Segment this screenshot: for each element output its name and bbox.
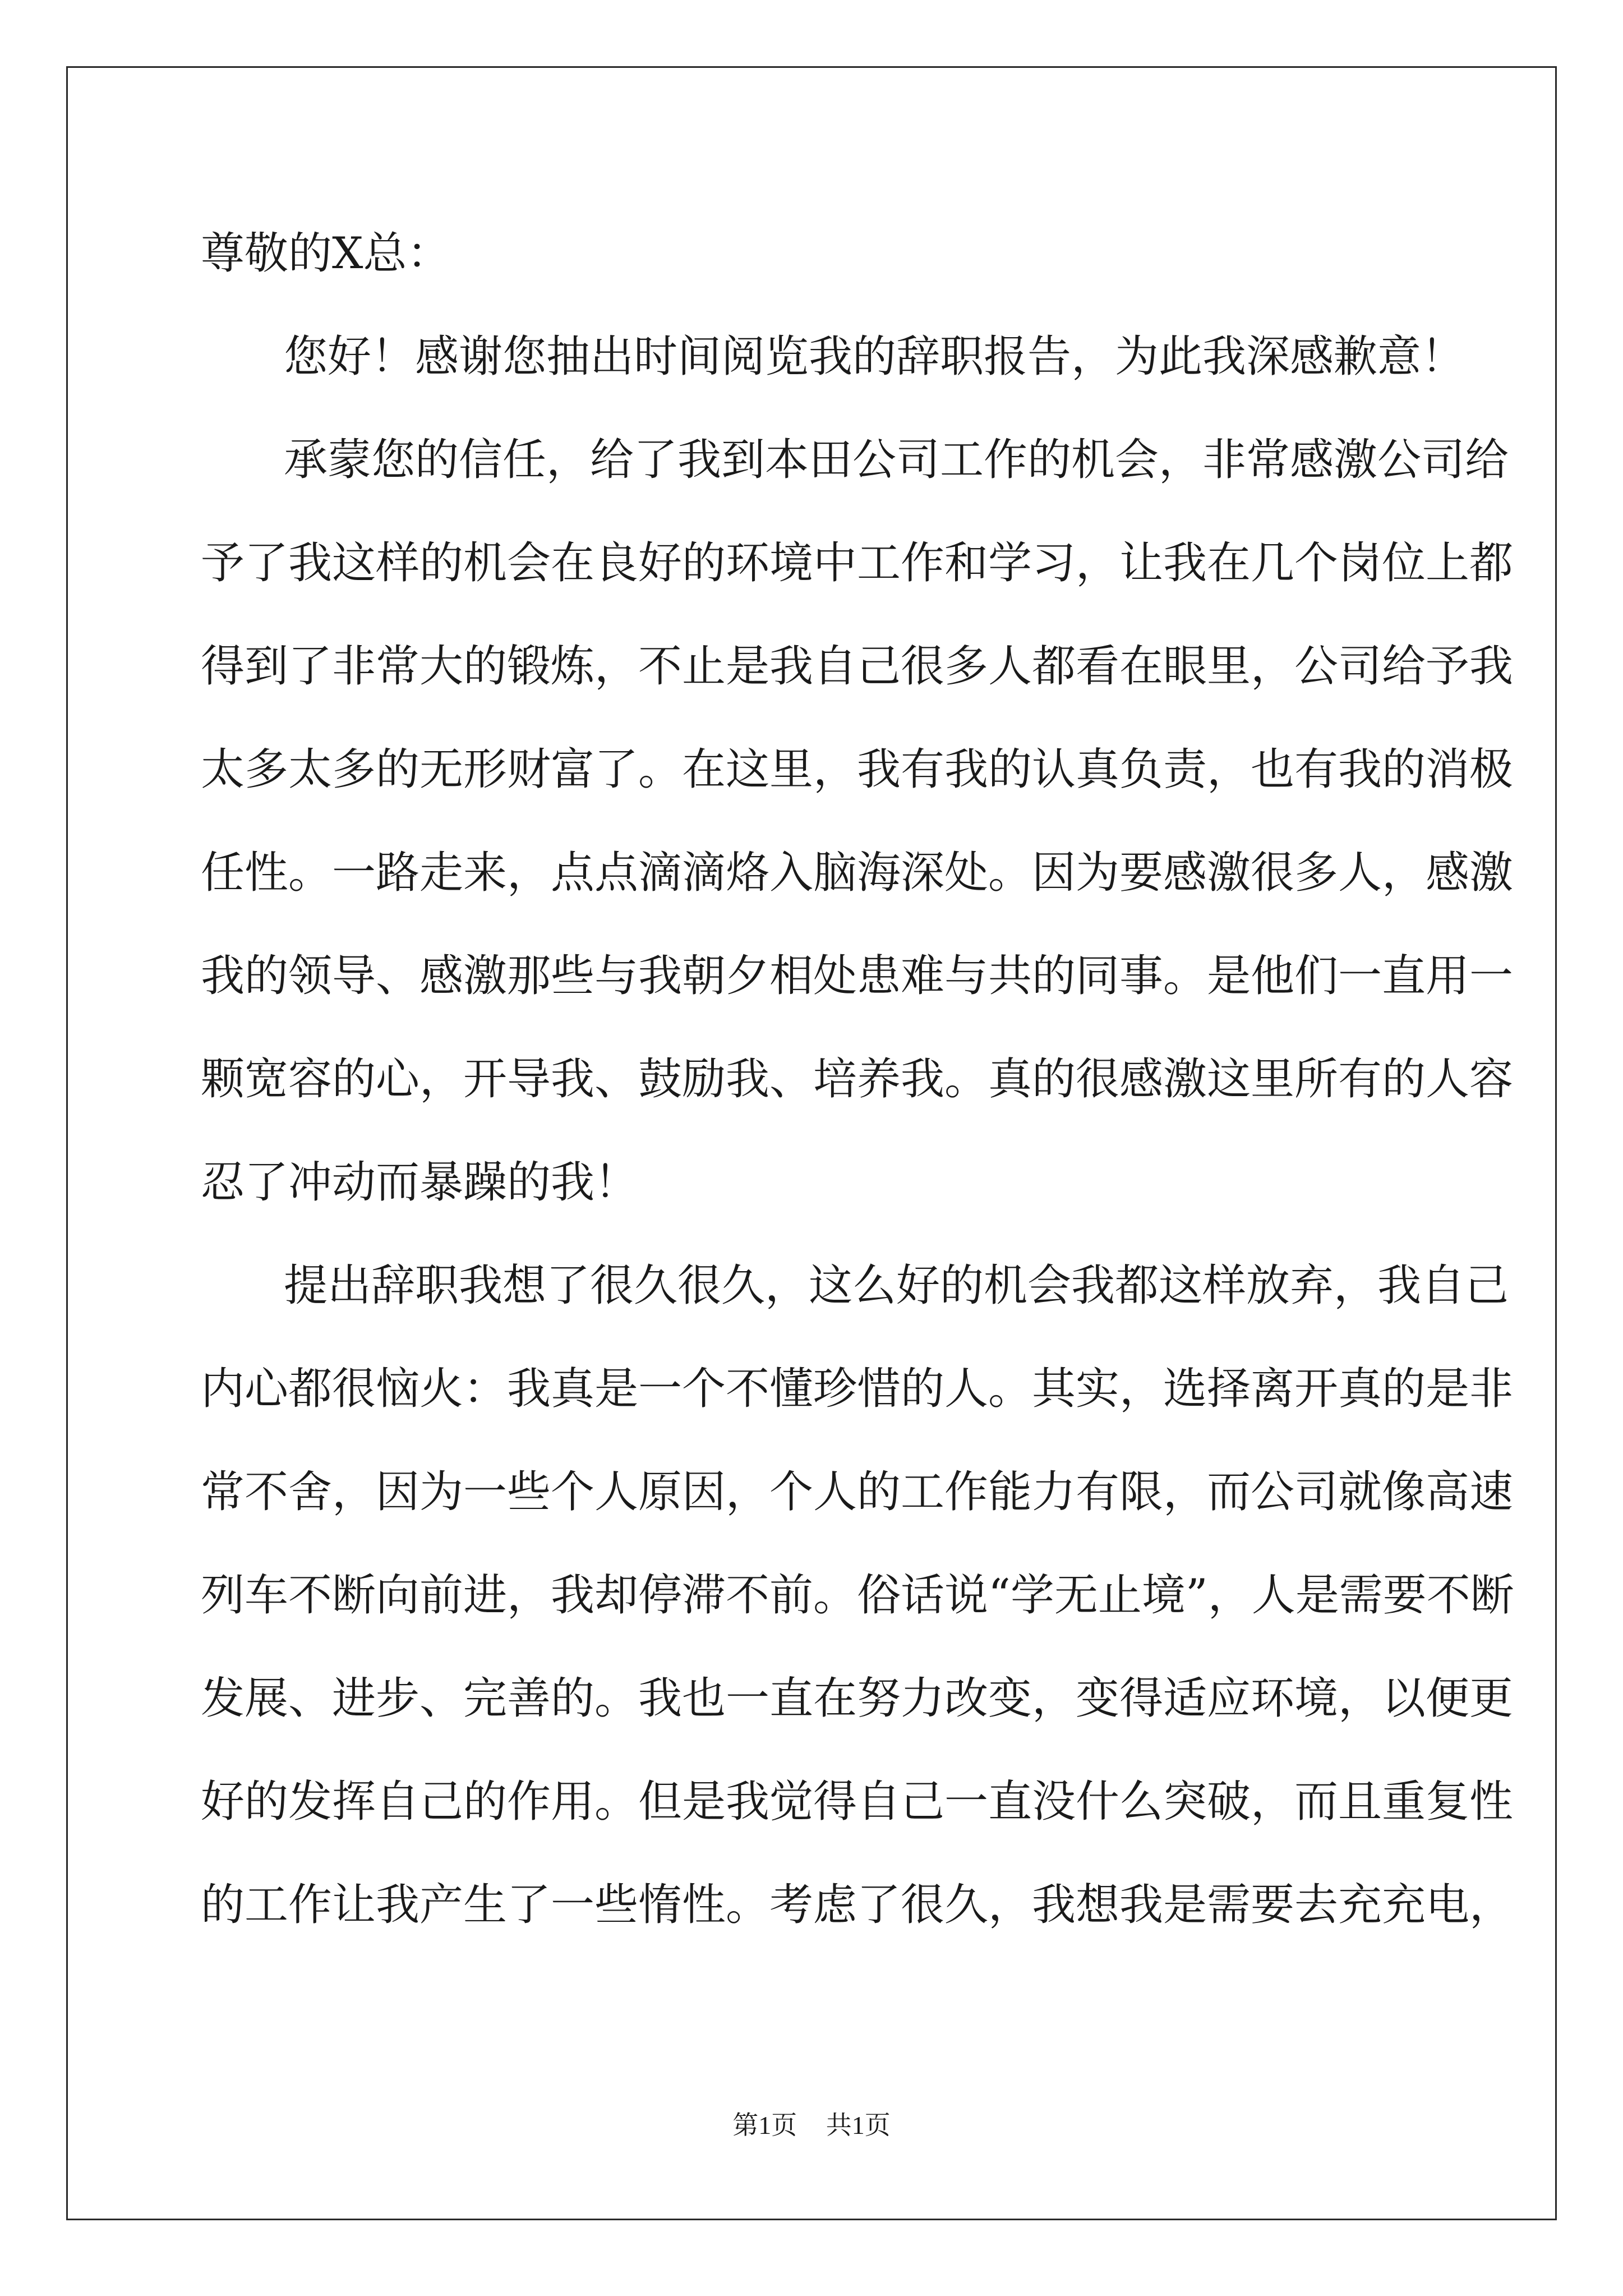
paragraph-3-line-2: 内心都很恼火：我真是一个不懂珍惜的人。其实，选择离开真的是非	[201, 1364, 1514, 1414]
paragraph-2-line-3: 得到了非常大的锻炼，不止是我自己很多人都看在眼里，公司给予我	[201, 641, 1514, 692]
paragraph-2-line-2: 予了我这样的机会在良好的环境中工作和学习，让我在几个岗位上都	[201, 538, 1514, 588]
paragraph-3-line-5: 发展、进步、完善的。我也一直在努力改变，变得适应环境，以便更	[201, 1673, 1514, 1724]
paragraph-2-line-5: 任性。一路走来，点点滴滴烙入脑海深处。因为要感激很多人，感激	[201, 848, 1514, 898]
paragraph-2-line-6: 我的领导、感激那些与我朝夕相处患难与共的同事。是他们一直用一	[201, 951, 1514, 1001]
page-number-footer: 第1页 共1页	[732, 2111, 891, 2139]
paragraph-2-line-1: 承蒙您的信任，给了我到本田公司工作的机会，非常感激公司给	[284, 435, 1509, 485]
paragraph-3-line-3: 常不舍，因为一些个人原因，个人的工作能力有限，而公司就像高速	[201, 1467, 1514, 1517]
paragraph-2-line-7: 颗宽容的心，开导我、鼓励我、培养我。真的很感激这里所有的人容	[201, 1054, 1514, 1105]
salutation: 尊敬的X总：	[201, 228, 451, 279]
paragraph-3-line-1: 提出辞职我想了很久很久，这么好的机会我都这样放弃，我自己	[284, 1260, 1509, 1311]
paragraph-2-line-4: 太多太多的无形财富了。在这里，我有我的认真负责，也有我的消极	[201, 744, 1514, 795]
paragraph-3-line-7: 的工作让我产生了一些惰性。考虑了很久，我想我是需要去充充电，	[201, 1880, 1514, 1930]
paragraph-3-line-6: 好的发挥自己的作用。但是我觉得自己一直没什么突破，而且重复性	[201, 1777, 1514, 1827]
letter-body	[201, 202, 1514, 1957]
paragraph-2-line-8: 忍了冲动而暴躁的我！	[201, 1157, 639, 1208]
paragraph-1-line-1: 您好！感谢您抽出时间阅览我的辞职报告，为此我深感歉意！	[284, 332, 1465, 382]
paragraph-3-line-4: 列车不断向前进，我却停滞不前。俗话说“学无止境”，人是需要不断	[201, 1570, 1514, 1621]
